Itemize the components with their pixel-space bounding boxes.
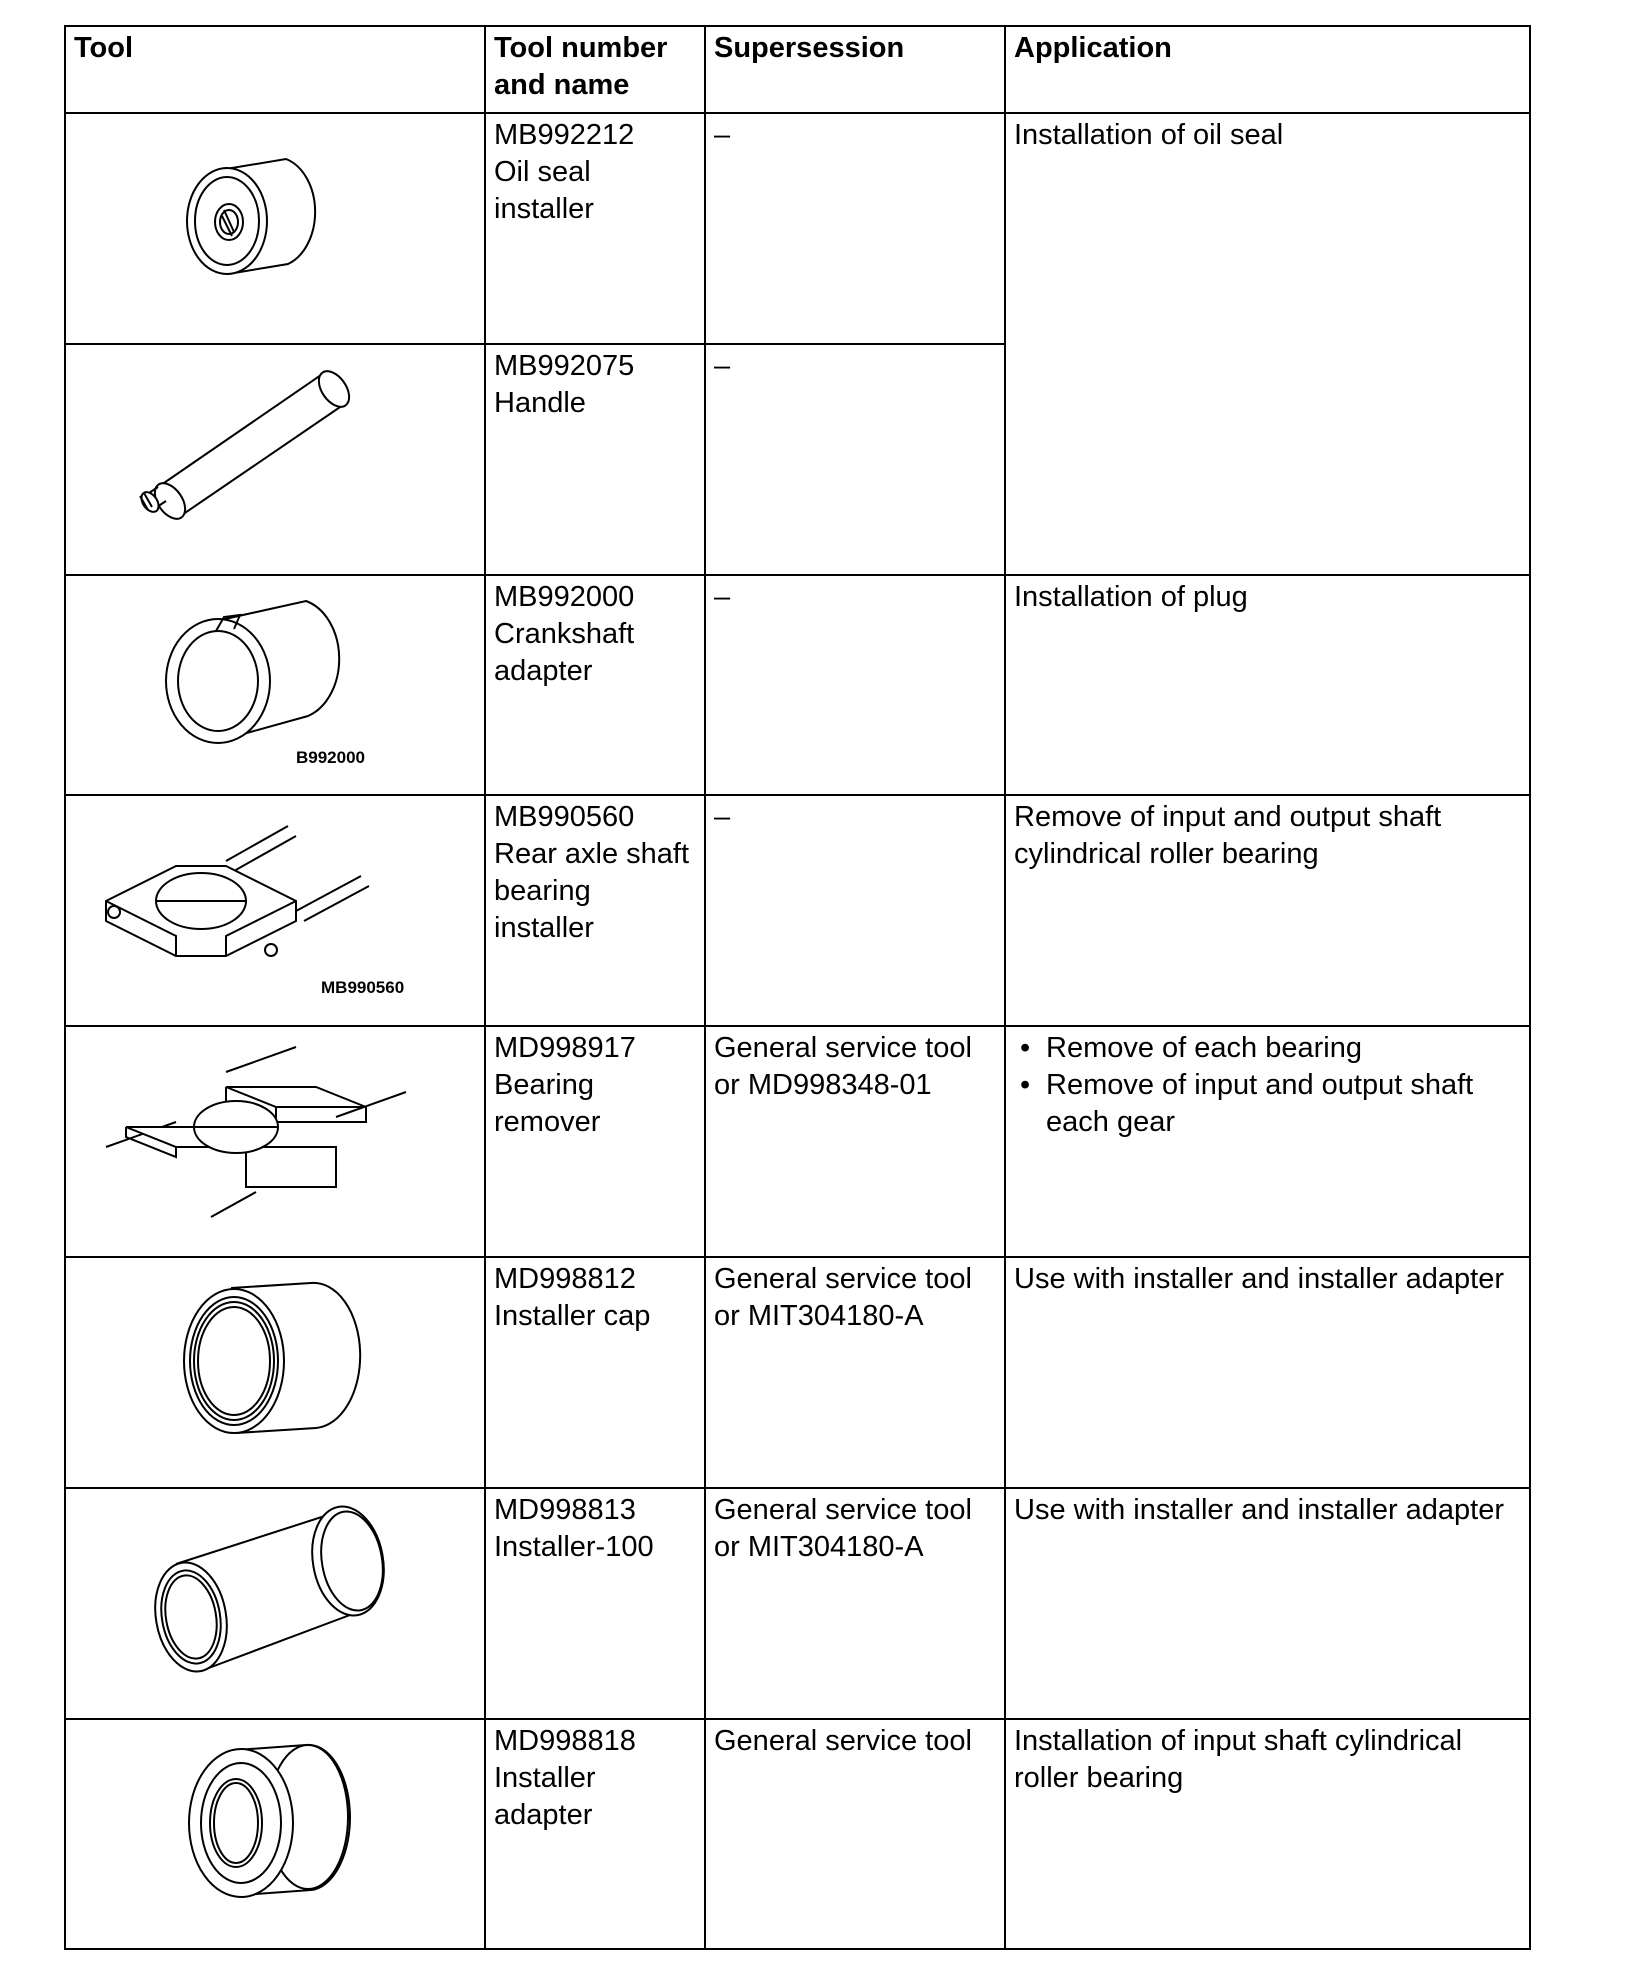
tool-number-name: MD998813 Installer-100 (485, 1488, 705, 1719)
table-row (65, 1257, 1530, 1488)
header-supersession: Supersession (705, 26, 1005, 113)
tool-number-name: MB992212 Oil seal installer (485, 113, 705, 344)
supersession: General service tool (705, 1719, 1005, 1949)
tool-image-cell (65, 795, 485, 1026)
oil-seal-installer-icon (66, 114, 485, 343)
special-tools-table (64, 25, 1531, 1950)
application: Installation of plug (1005, 575, 1530, 795)
application (1005, 1026, 1530, 1257)
tool-image-cell (65, 1488, 485, 1719)
table-row (65, 113, 1530, 344)
tool-image-cell (65, 1257, 485, 1488)
installer-100-icon (66, 1489, 485, 1718)
application: Use with installer and installer adapter (1005, 1488, 1530, 1719)
tool-number-name: MD998917 Bearing remover (485, 1026, 705, 1257)
table-row (65, 1026, 1530, 1257)
handle-icon (66, 345, 485, 574)
supersession: – (705, 113, 1005, 344)
tool-image-cell (65, 1719, 485, 1949)
list-item: • Remove of each bearing (1046, 1030, 1521, 1067)
tool-image-cell (65, 1026, 485, 1257)
list-item: • Remove of input and output shaft each gear (1046, 1067, 1521, 1141)
application: Use with installer and installer adapter (1005, 1257, 1530, 1488)
supersession: – (705, 575, 1005, 795)
supersession: General service tool or MIT304180-A (705, 1488, 1005, 1719)
header-tool: Tool (65, 26, 485, 113)
application: Installation of input shaft cylindrical roller bearing (1005, 1719, 1530, 1949)
tool-image-cell (65, 344, 485, 575)
tool-image-cell (65, 113, 485, 344)
tool-number-name: MB992000 Crankshaft adapter (485, 575, 705, 795)
header-tool-number-name: Tool number and name (485, 26, 705, 113)
supersession: – (705, 795, 1005, 1026)
table-row (65, 1719, 1530, 1949)
crankshaft-adapter-icon (66, 576, 485, 794)
application: Remove of input and output shaft cylindrical roller bearing (1005, 795, 1530, 1026)
supersession: General service tool or MD998348-01 (705, 1026, 1005, 1257)
supersession: General service tool or MIT304180-A (705, 1257, 1005, 1488)
tool-number-name: MD998812 Installer cap (485, 1257, 705, 1488)
table-row (65, 575, 1530, 795)
tool-number-name: MB992075 Handle (485, 344, 705, 575)
tool-image-cell (65, 575, 485, 795)
application-list (1014, 1030, 1521, 1141)
tool-image-label: MB990560 (321, 978, 405, 997)
bearing-remover-icon (66, 1027, 485, 1256)
application: Installation of oil seal (1005, 113, 1530, 575)
tool-number-name: MB990560 Rear axle shaft bearing installer (485, 795, 705, 1026)
installer-adapter-icon (66, 1720, 485, 1948)
installer-cap-icon (66, 1258, 485, 1487)
tool-number-name: MD998818 Installer adapter (485, 1719, 705, 1949)
header-row (65, 26, 1530, 113)
supersession: – (705, 344, 1005, 575)
tool-image-label: B992000 (296, 748, 366, 767)
table-row (65, 1488, 1530, 1719)
bearing-installer-icon (66, 796, 485, 1025)
header-application: Application (1005, 26, 1530, 113)
table-row (65, 795, 1530, 1026)
